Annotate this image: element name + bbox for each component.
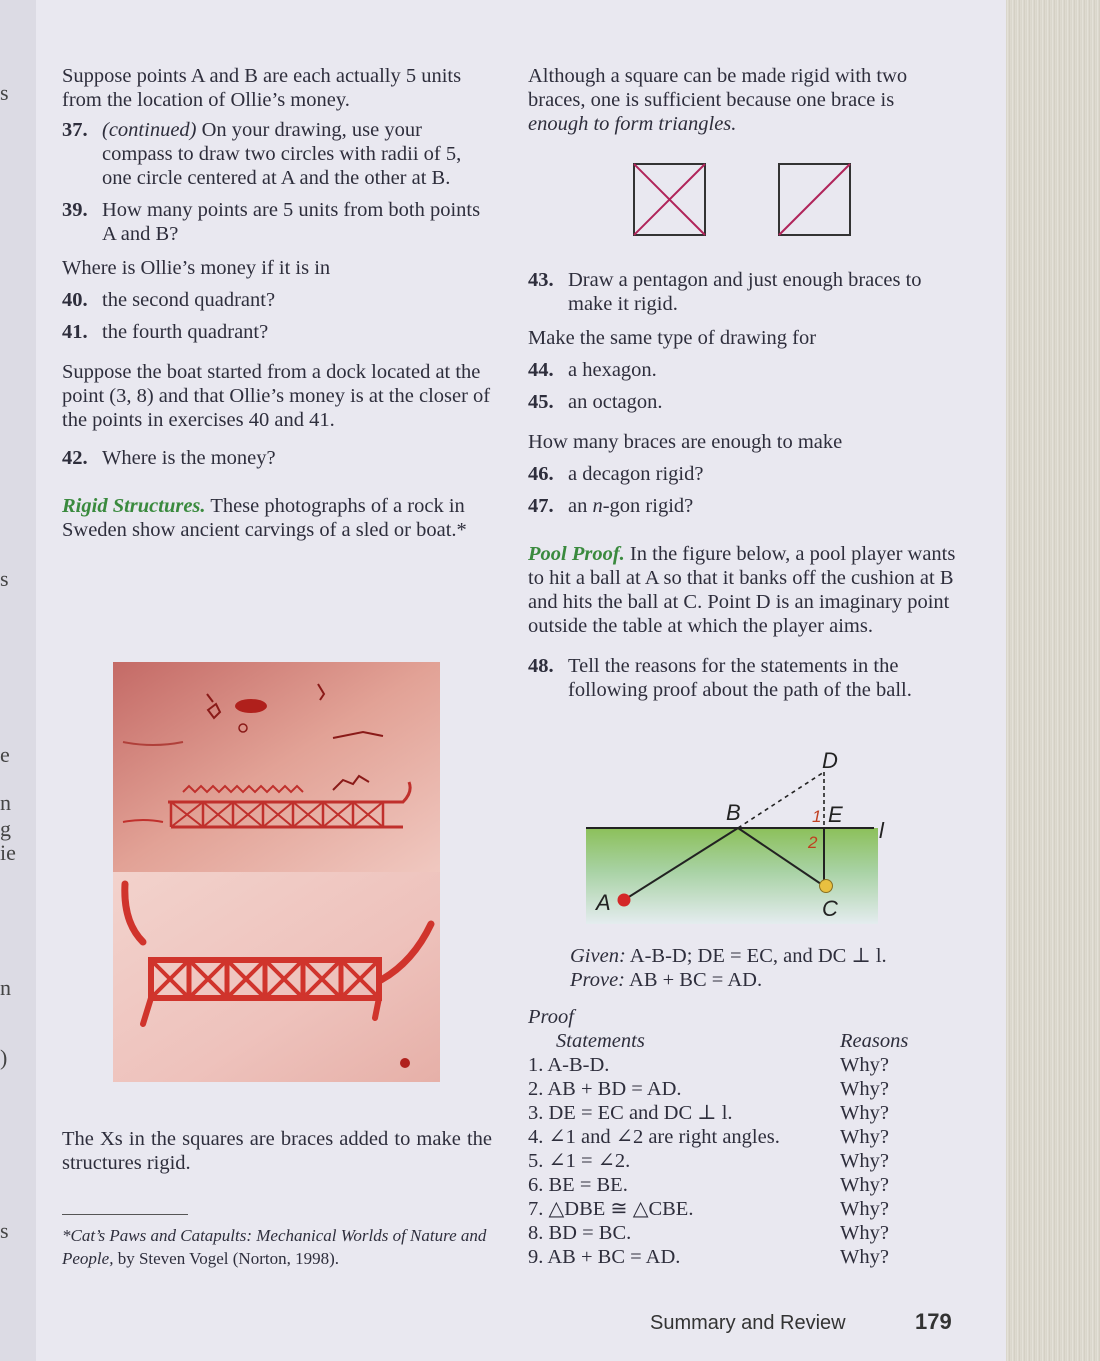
bottom-carving-photo [113,872,440,1082]
braces-caption: The Xs in the squares are braces added to make the structures rigid. [62,1128,492,1174]
pool-table-figure [586,746,906,924]
gutter-fragment: g [0,816,11,841]
statements-header: Statements [556,1030,645,1052]
footnote [62,1224,492,1270]
exercise-42 [62,446,492,470]
square-two-braces [634,164,705,235]
intro-paragraph: Suppose points A and B are each actually 5 units from the location of Ollie’s money. [62,65,462,111]
exercise-41 [62,320,492,344]
label-a: A [596,890,611,915]
gutter-fragment: ) [0,1045,8,1070]
proof-row [528,1053,928,1077]
left-column-bottom [62,1127,492,1175]
right-column [528,64,958,136]
proof-row [528,1197,928,1221]
proof-statement: 2. AB + BD = AD. [528,1078,682,1100]
how-many-prompt: How many braces are enough to make [528,431,843,453]
footnote-title: *Cat’s Paws and Catapults: Mechanical Worlds of Nature and People, [62,1226,487,1268]
proof-reason: Why? [840,1222,889,1244]
proof-row [528,1077,928,1101]
gutter-fragment: n [0,790,11,815]
exercise-text: the second quadrant? [102,289,276,311]
label-d: D [822,748,838,773]
exercise-text: a decagon rigid? [568,463,704,485]
braced-squares-figure [630,160,856,240]
prove-line [570,968,950,992]
given-label: Given: [570,945,626,967]
label-e: E [828,802,843,827]
exercise-text: an octagon. [568,391,663,413]
proof-reason: Why? [840,1126,889,1148]
label-angle-1: 1 [812,807,822,826]
exercise-text: How many points are 5 units from both points A and B? [102,199,481,245]
square-text-emphasis: enough to form triangles. [528,113,737,135]
proof-reason: Why? [840,1150,889,1172]
exercise-number: 37. [62,119,88,141]
proof-row [528,1125,928,1149]
where-prompt: Where is Ollie’s money if it is in [62,257,331,279]
proof-statement: 7. △DBE ≅ △CBE. [528,1198,694,1220]
section-text: These photographs of a rock in Sweden show ancient carvings of a sled or boat.* [62,495,467,541]
label-c: C [822,896,838,921]
page-number: 179 [915,1309,952,1334]
exercise-46 [528,462,958,486]
proof-reason: Why? [840,1198,889,1220]
exercise-47 [528,494,958,518]
exercise-text: Draw a pentagon and just enough braces to make it rigid. [568,269,922,315]
exercise-48 [528,654,958,702]
continued-label: (continued) [102,119,197,141]
exercise-number: 43. [528,269,554,291]
prove-label: Prove: [570,969,626,991]
section-title: Pool Proof. [528,543,625,565]
proof-statement: 4. ∠1 and ∠2 are right angles. [528,1126,780,1148]
exercise-number: 41. [62,321,88,343]
exercise-number: 42. [62,447,88,469]
exercise-number: 39. [62,199,88,221]
exercise-43 [528,268,958,316]
pool-proof-paragraph [528,542,958,638]
square-one-brace [779,164,850,235]
square-text: Although a square can be made rigid with two braces, one is sufficient because one brace is [528,65,908,111]
given-text: A-B-D; DE = EC, and DC ⊥ l. [629,945,887,967]
right-column-exercises [528,268,958,702]
proof-table [528,1005,948,1275]
footnote-rule [62,1214,188,1215]
label-b: B [726,800,741,825]
exercise-text: Where is the money? [102,447,276,469]
proof-statement: 8. BD = BC. [528,1222,632,1244]
proof-row [528,1221,928,1245]
footnote-text: by Steven Vogel (Norton, 1998). [117,1249,340,1268]
proof-reason: Why? [840,1054,889,1076]
exercise-45 [528,390,958,414]
exercise-text: -gon rigid? [602,495,694,517]
exercise-number: 44. [528,359,554,381]
square-paragraph [528,64,958,136]
exercise-text: a hexagon. [568,359,657,381]
ball-c [820,880,833,893]
exercise-number: 48. [528,655,554,677]
exercise-number: 45. [528,391,554,413]
gutter-fragment: ie [0,840,16,865]
gutter-fragment: n [0,975,11,1000]
label-l: l [879,818,884,843]
rock-carving-photos [113,662,440,1082]
exercise-text-emphasis: n [592,495,603,517]
proof-statement: 3. DE = EC and DC ⊥ l. [528,1102,733,1124]
exercise-44 [528,358,958,382]
proof-row [528,1101,928,1125]
exercise-text: the fourth quadrant? [102,321,269,343]
page-edge-stack [1006,0,1100,1361]
proof-reason: Why? [840,1078,889,1100]
proof-row [528,1173,928,1197]
gutter-fragment: s [0,566,9,591]
ball-a [618,894,631,907]
running-footer: Summary and Review [650,1312,846,1334]
exercise-text: Tell the reasons for the statements in the following proof about the path of the ball. [568,655,912,701]
rigid-structures-paragraph [62,494,492,542]
proof-reason: Why? [840,1174,889,1196]
gutter-fragment: s [0,80,9,105]
reasons-header: Reasons [840,1030,909,1052]
section-title: Rigid Structures. [62,495,206,517]
exercise-text: an [568,495,588,517]
proof-reason: Why? [840,1102,889,1124]
top-carving-photo [113,662,440,872]
given-line [570,944,950,968]
boat-paragraph: Suppose the boat started from a dock located at the point (3, 8) and that Ollie’s money is at the closer of the points in exercises 40 and 41. [62,361,491,431]
prove-text: AB + BC = AD. [629,969,763,991]
proof-statement: 5. ∠1 = ∠2. [528,1150,631,1172]
exercise-40 [62,288,492,312]
exercise-number: 40. [62,289,88,311]
given-prove-block [570,944,950,992]
proof-label: Proof [528,1006,574,1028]
previous-page-gutter [0,0,36,1361]
proof-reason: Why? [840,1246,889,1268]
exercise-text: On your drawing, use your compass to draw two circles with radii of 5, one circle centered at A and the other at B. [102,119,462,189]
gutter-fragment: e [0,742,10,767]
left-column [62,64,492,542]
proof-statement: 9. AB + BC = AD. [528,1246,681,1268]
exercise-number: 47. [528,495,554,517]
exercise-number: 46. [528,463,554,485]
same-drawing-prompt: Make the same type of drawing for [528,327,817,349]
proof-statement: 6. BE = BE. [528,1174,628,1196]
label-angle-2: 2 [808,833,818,852]
proof-row [528,1245,928,1269]
exercise-39 [62,198,492,246]
exercise-37 [62,118,492,190]
gutter-fragment: s [0,1218,9,1243]
section-text: In the figure below, a pool player wants to hit a ball at A so that it banks off the cushion at B and hits the ball at C. Point D is an imaginary point outside the table at which the player aims. [528,543,956,637]
proof-row [528,1149,928,1173]
proof-statement: 1. A-B-D. [528,1054,610,1076]
